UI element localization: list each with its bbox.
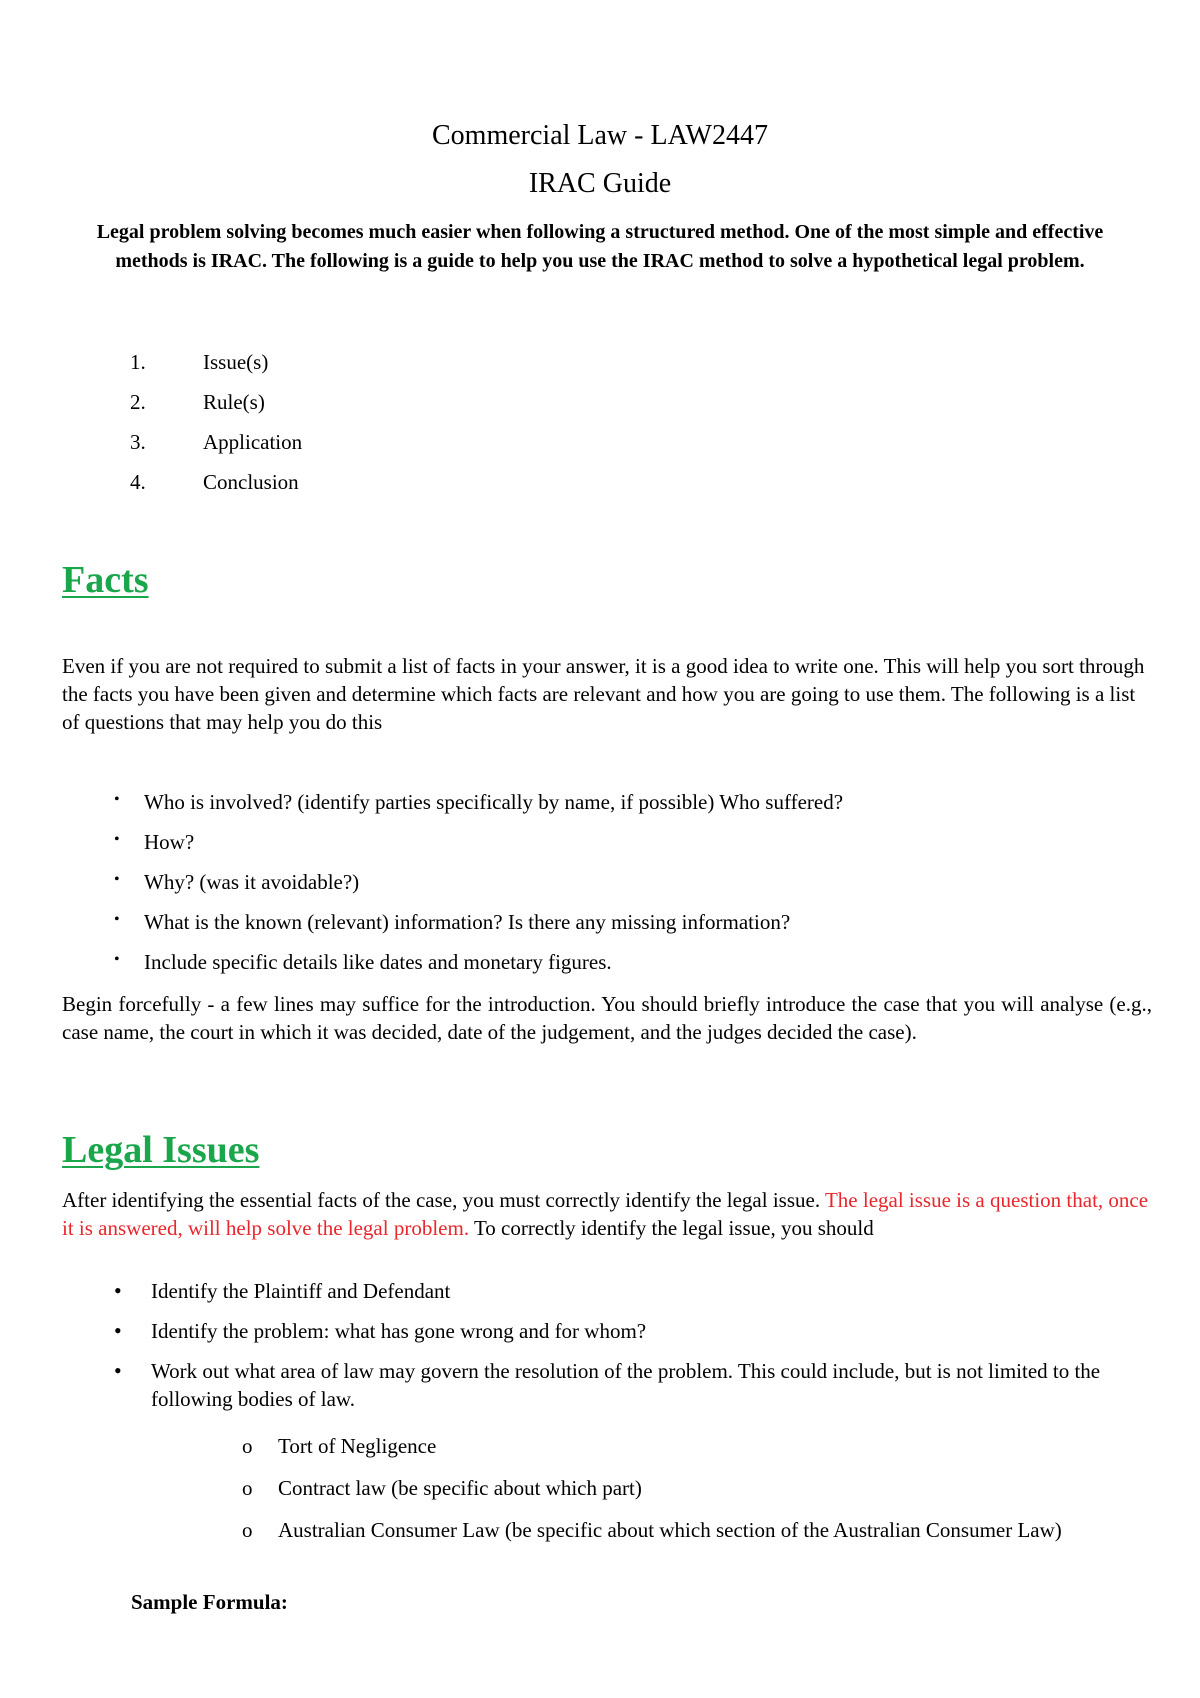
legal-issues-paragraph <box>62 1186 1152 1242</box>
step-number: 4. <box>130 470 146 494</box>
intro-paragraph: Legal problem solving becomes much easier when following a structured method. One of the most simple and effective methods is IRAC. The following is a guide to help you use the IRAC method to solve a hypothetical legal problem. <box>96 221 1104 272</box>
list-item <box>0 1277 1131 1305</box>
step-number: 3. <box>130 430 146 454</box>
step-label: Conclusion <box>203 470 299 494</box>
list-item <box>0 1357 1131 1413</box>
highlighted-definition: The legal issue is a question that, once it is answered, will help solve the legal problem. <box>62 1188 1149 1240</box>
circle-bullet-icon: o <box>242 1434 253 1458</box>
list-item <box>0 1317 1131 1345</box>
bullet-icon: • <box>114 1318 122 1343</box>
bullet-icon: • <box>114 1278 122 1303</box>
list-item-text: Contract law (be specific about which part) <box>278 1476 642 1500</box>
circle-bullet-icon: o <box>242 1476 253 1500</box>
begin-paragraph: Begin forcefully - a few lines may suffice for the introduction. You should briefly introduce the case that you will analyse (e.g., case name, the court in which it was decided, date of the judgement, and the judges decided the case). <box>62 992 1152 1044</box>
facts-paragraph: Even if you are not required to submit a list of facts in your answer, it is a good idea to write one. This will help you sort through the facts you have been given and determine which facts are relevant and how you are going to use them. The following is a list of questions that may help you do this <box>62 654 1145 734</box>
bullet-icon: • <box>114 911 120 928</box>
document-title: Commercial Law - LAW2447 <box>432 120 768 151</box>
paragraph-text: After identifying the essential facts of the case, you must correctly identify the legal issue. <box>62 1188 825 1212</box>
sample-formula-label: Sample Formula: <box>131 1590 288 1614</box>
bodies-of-law-list <box>0 1432 1128 1558</box>
facts-heading: Facts <box>62 559 149 601</box>
list-item-text: What is the known (relevant) information? Is there any missing information? <box>144 910 791 934</box>
step-number: 2. <box>130 390 146 414</box>
circle-bullet-icon: o <box>242 1518 253 1542</box>
step-label: Rule(s) <box>203 390 265 414</box>
legal-issues-steps-list <box>0 1277 1131 1425</box>
paragraph-text: To correctly identify the legal issue, you should <box>469 1216 874 1240</box>
list-item-text: Work out what area of law may govern the resolution of the problem. This could include, but is not limited to the following bodies of law. <box>151 1359 1101 1411</box>
bullet-icon: • <box>114 1358 122 1383</box>
step-label: Issue(s) <box>203 350 269 374</box>
list-item <box>0 1432 1128 1460</box>
list-item-text: Tort of Negligence <box>278 1434 437 1458</box>
bullet-icon: • <box>114 791 120 808</box>
bullet-icon: • <box>114 951 120 968</box>
bullet-icon: • <box>114 831 120 848</box>
list-item-text: Australian Consumer Law (be specific about which section of the Australian Consumer Law) <box>278 1518 1062 1542</box>
list-item-text: Identify the problem: what has gone wrong and for whom? <box>151 1319 647 1343</box>
list-item-text: Why? (was it avoidable?) <box>144 870 360 894</box>
list-item-text: Who is involved? (identify parties specifically by name, if possible) Who suffered? <box>144 790 844 814</box>
document-subtitle: IRAC Guide <box>528 168 672 199</box>
legal-issues-heading: Legal Issues <box>62 1129 260 1171</box>
list-item-text: How? <box>144 830 195 854</box>
list-item <box>0 1474 1128 1502</box>
list-item-text: Identify the Plaintiff and Defendant <box>151 1279 451 1303</box>
step-number: 1. <box>130 350 146 374</box>
step-label: Application <box>203 430 303 454</box>
bullet-icon: • <box>114 871 120 888</box>
list-item <box>0 1516 1128 1544</box>
list-item-text: Include specific details like dates and monetary figures. <box>144 950 612 974</box>
